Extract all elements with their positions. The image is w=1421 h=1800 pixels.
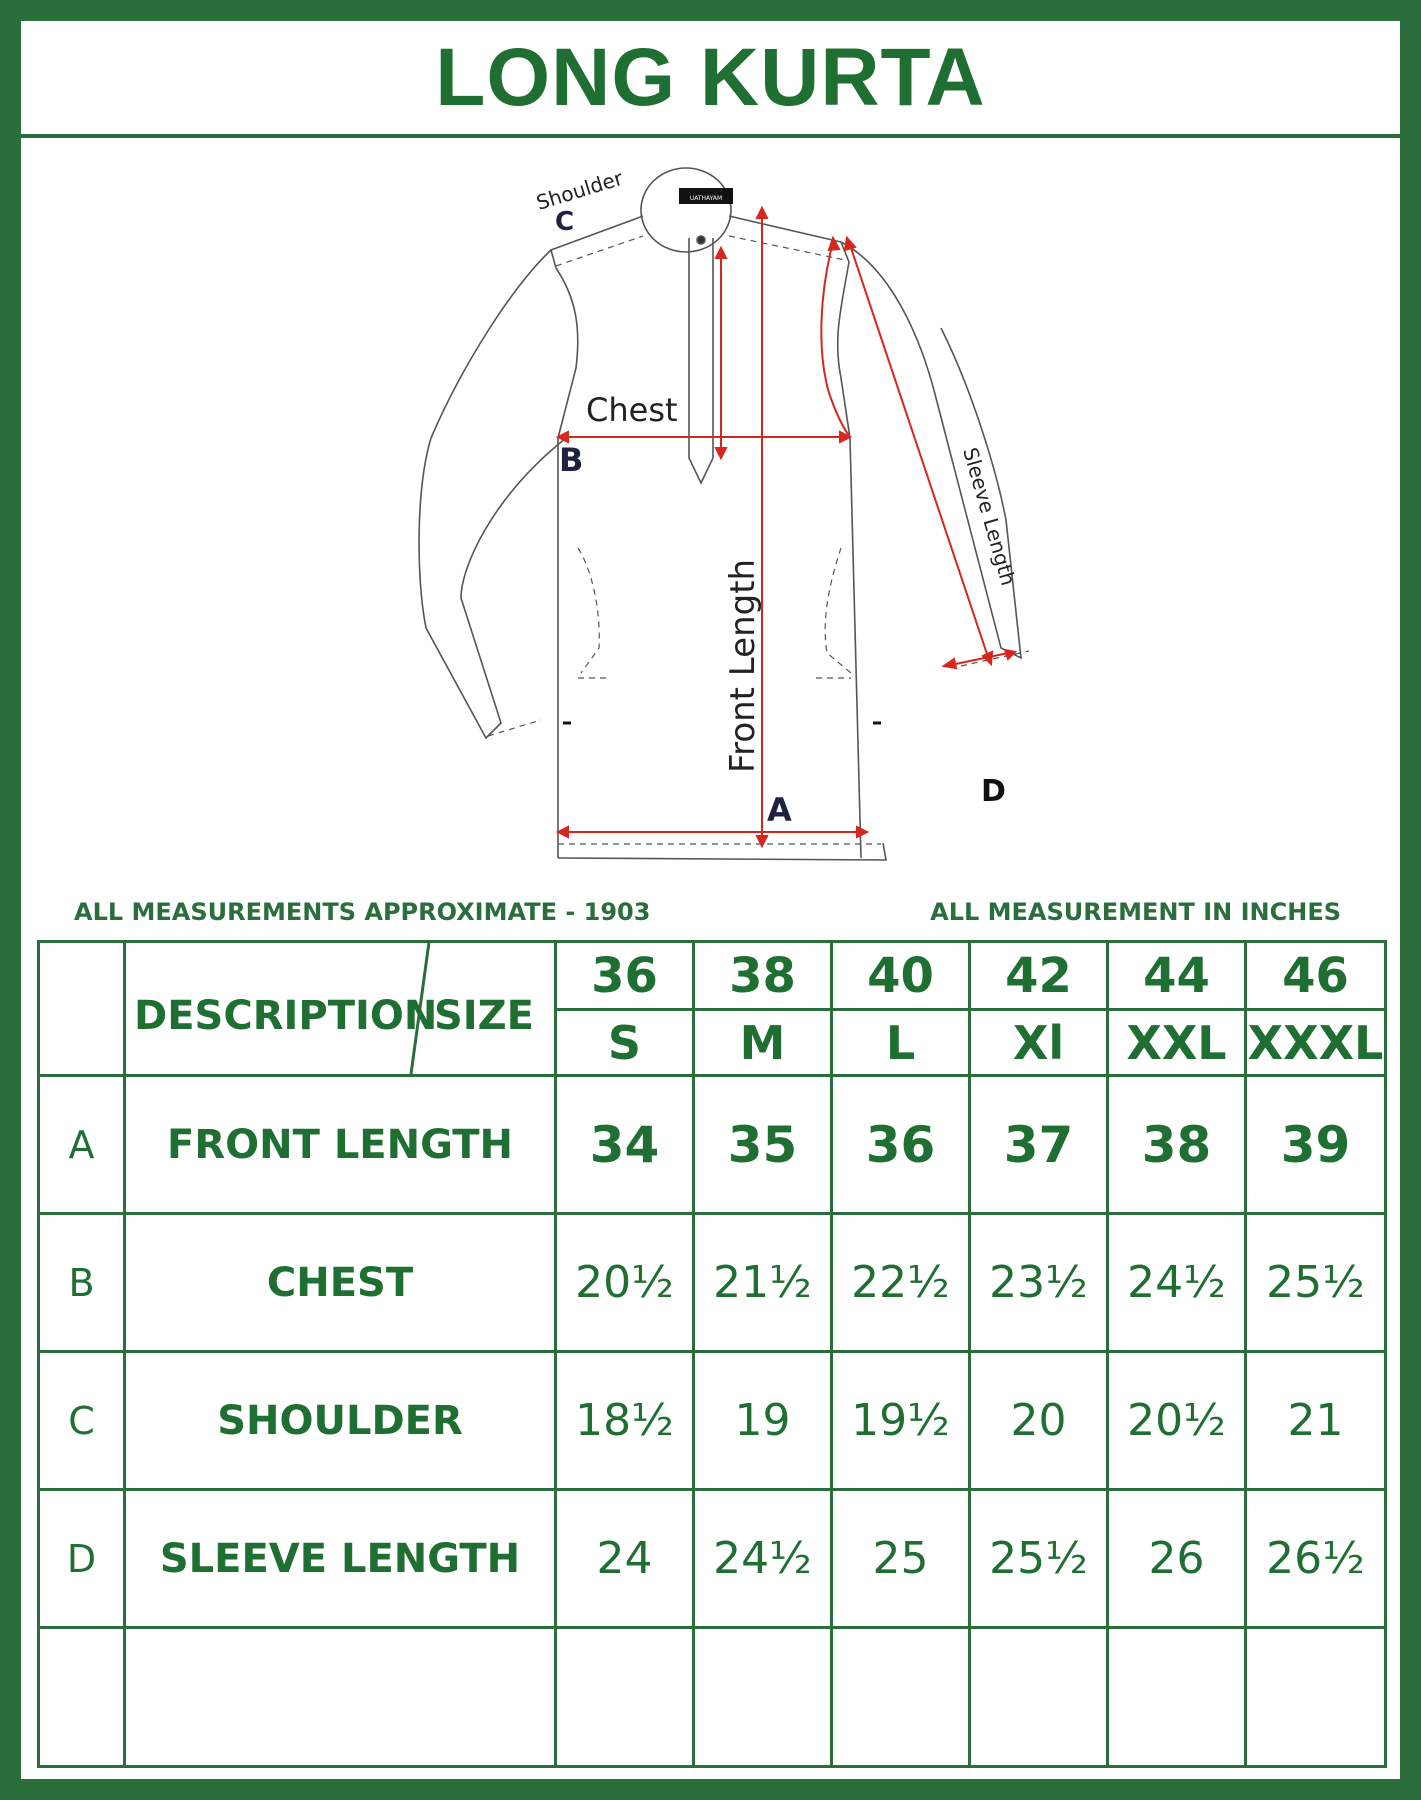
sleeve-length-label: Sleeve Length (958, 444, 1021, 589)
header-description: DESCRIPTION (134, 993, 438, 1039)
row-description: CHEST (125, 1214, 556, 1352)
size-code: L (832, 1010, 970, 1076)
right-sleeve (841, 242, 1021, 658)
page-title: LONG KURTA (435, 31, 986, 123)
measurement-value: 26½ (1246, 1490, 1386, 1628)
title-bar (21, 21, 1400, 138)
size-number: 38 (694, 942, 832, 1010)
empty-cell (125, 1628, 556, 1767)
measurement-value: 35 (694, 1076, 832, 1214)
measurement-value: 23½ (970, 1214, 1108, 1352)
empty-cell (694, 1628, 832, 1767)
left-sleeve (419, 250, 566, 738)
row-description: SLEEVE LENGTH (125, 1490, 556, 1628)
measurement-value: 20½ (1108, 1352, 1246, 1490)
measurement-value: 21½ (694, 1214, 832, 1352)
empty-cell (970, 1628, 1108, 1767)
right-shoulder-line (729, 216, 849, 262)
table-row-sleeve-length (39, 1490, 1386, 1628)
header-blank-cell (39, 942, 125, 1076)
row-letter: B (39, 1214, 125, 1352)
header-size: SIZE (433, 993, 534, 1039)
chest-label: Chest (586, 391, 678, 429)
empty-cell (39, 1628, 125, 1767)
size-code: XXL (1108, 1010, 1246, 1076)
size-code: XXXL (1246, 1010, 1386, 1076)
placket (689, 238, 713, 483)
letter-d: D (981, 774, 1006, 809)
measurement-value: 25½ (1246, 1214, 1386, 1352)
header-description-size-cell (125, 942, 556, 1076)
measurement-value: 36 (832, 1076, 970, 1214)
empty-cell (1246, 1628, 1386, 1767)
front-length-label: Front Length (723, 558, 763, 773)
empty-cell (1108, 1628, 1246, 1767)
row-letter: A (39, 1076, 125, 1214)
size-number: 44 (1108, 942, 1246, 1010)
size-number: 42 (970, 942, 1108, 1010)
measurement-value: 34 (556, 1076, 694, 1214)
collar-outline (641, 168, 731, 252)
row-description: SHOULDER (125, 1352, 556, 1490)
body-right-side (838, 262, 861, 858)
units-note: ALL MEASUREMENT IN INCHES (930, 898, 1341, 926)
table-row-empty (39, 1628, 1386, 1767)
measurement-value: 24½ (694, 1490, 832, 1628)
table-row-shoulder (39, 1352, 1386, 1490)
shoulder-label: Shoulder (533, 165, 626, 215)
size-code: Xl (970, 1010, 1108, 1076)
empty-cell (556, 1628, 694, 1767)
size-code: S (556, 1010, 694, 1076)
kurta-diagram (21, 138, 1400, 880)
measurement-value: 19½ (832, 1352, 970, 1490)
size-number: 46 (1246, 942, 1386, 1010)
letter-a: A (767, 791, 792, 829)
measurement-value: 20½ (556, 1214, 694, 1352)
size-number: 40 (832, 942, 970, 1010)
kurta-sketch (21, 138, 1400, 880)
letter-b: B (559, 441, 584, 479)
measurement-value: 22½ (832, 1214, 970, 1352)
measurement-value: 39 (1246, 1076, 1386, 1214)
row-description: FRONT LENGTH (125, 1076, 556, 1214)
measurement-value: 19 (694, 1352, 832, 1490)
table-row-chest (39, 1214, 1386, 1352)
size-code: M (694, 1010, 832, 1076)
measurement-value: 25 (832, 1490, 970, 1628)
approximate-note: ALL MEASUREMENTS APPROXIMATE - 1903 (74, 898, 651, 926)
measurement-value: 25½ (970, 1490, 1108, 1628)
measurement-value: 37 (970, 1076, 1108, 1214)
measurement-value: 26 (1108, 1490, 1246, 1628)
measurement-value: 20 (970, 1352, 1108, 1490)
measurement-value: 18½ (556, 1352, 694, 1490)
size-chart-table (37, 940, 1387, 1768)
body-left-side (556, 268, 578, 858)
row-letter: C (39, 1352, 125, 1490)
table-row-front-length (39, 1076, 1386, 1214)
row-letter: D (39, 1490, 125, 1628)
measurement-value: 21 (1246, 1352, 1386, 1490)
measurement-value: 38 (1108, 1076, 1246, 1214)
brand-label: UATHAYAM (689, 195, 723, 202)
measurement-value: 24 (556, 1490, 694, 1628)
size-number-row (39, 942, 1386, 1010)
letter-c: C (555, 207, 575, 237)
size-number: 36 (556, 942, 694, 1010)
empty-cell (832, 1628, 970, 1767)
measurement-value: 24½ (1108, 1214, 1246, 1352)
